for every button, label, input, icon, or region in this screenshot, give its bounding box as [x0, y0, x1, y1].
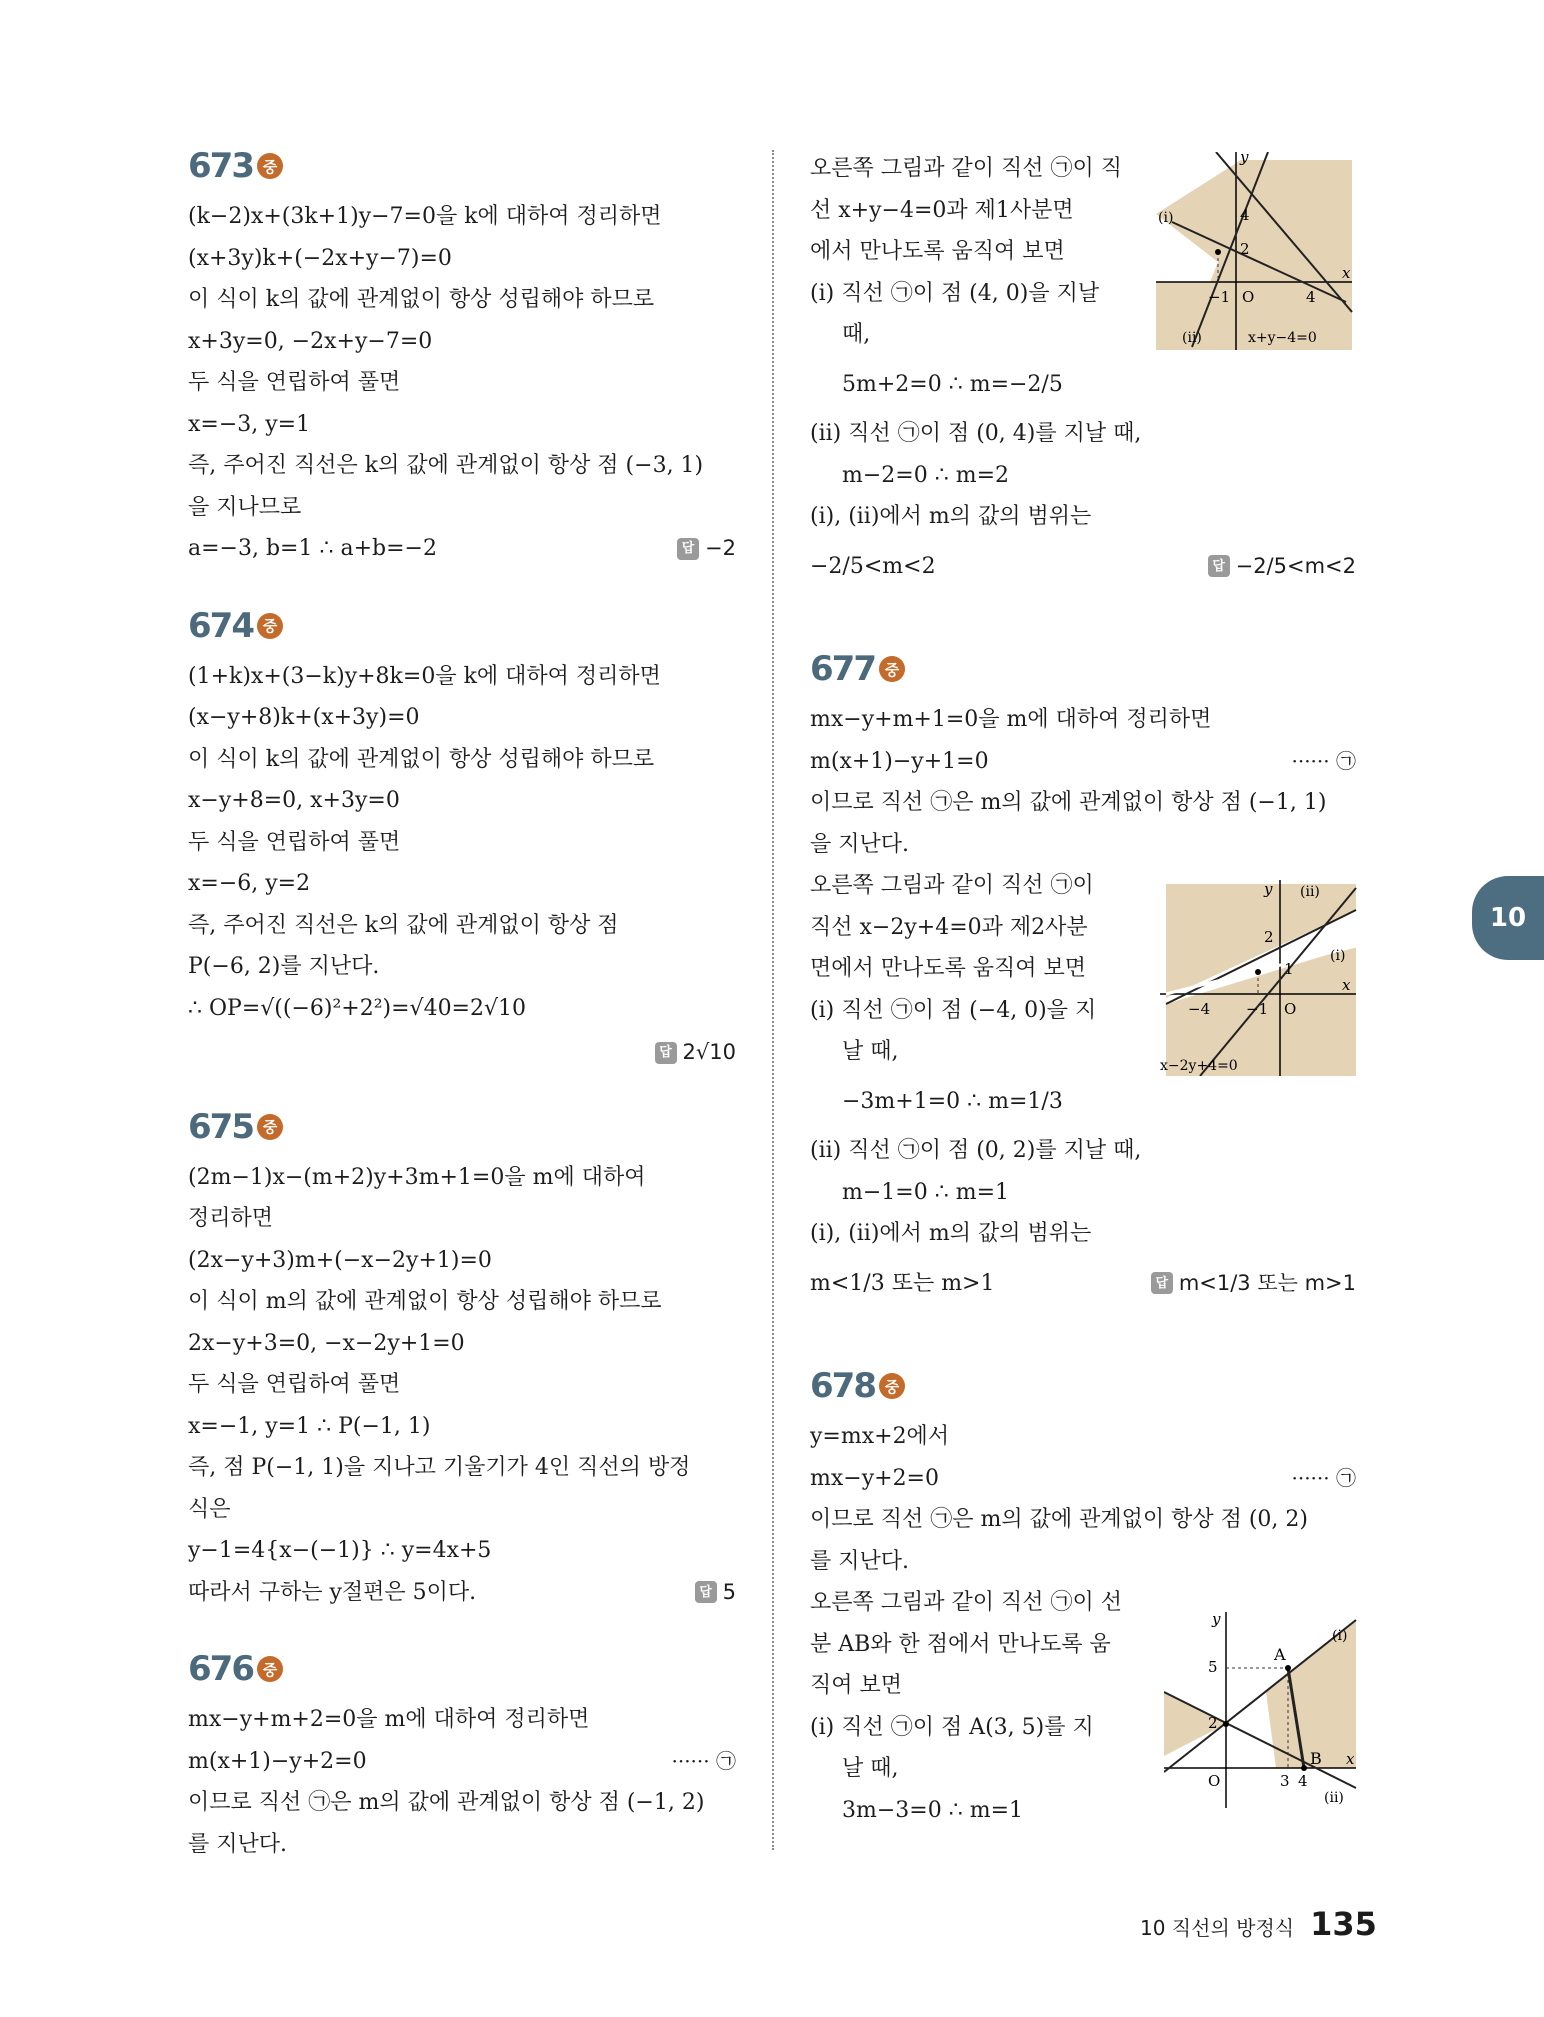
x-label: x	[1342, 264, 1351, 282]
tick-x-3: 3	[1280, 1772, 1290, 1790]
solution-line: 즉, 주어진 직선은 k의 값에 관계없이 항상 점	[188, 912, 619, 938]
answer-icon: 답	[655, 1042, 677, 1064]
answer-icon: 답	[695, 1581, 717, 1603]
label-A: A	[1274, 1645, 1286, 1664]
label-i: (ⅰ)	[1332, 1628, 1348, 1644]
point-0-2	[1223, 1721, 1229, 1727]
tick-y-2: 2	[1240, 240, 1250, 258]
solution-line: 직여 보면	[810, 1673, 903, 1698]
solution-line: 를 지난다.	[188, 1831, 287, 1857]
tick-x-4: 4	[1306, 288, 1316, 306]
tick-y-2: 2	[1264, 928, 1274, 946]
column-divider	[772, 150, 774, 1850]
page-footer	[1140, 1905, 1377, 1943]
solution-line: m<1/3 또는 m>1	[810, 1270, 995, 1296]
label-ii: (ⅱ)	[1182, 330, 1202, 346]
difficulty-badge: 중	[257, 1656, 283, 1682]
solution-line: (ⅰ) 직선 ㉠이 점 (4, 0)을 지날	[810, 280, 1100, 306]
answer-value: −2	[705, 536, 736, 560]
solution-line: 을 지나므로	[188, 494, 302, 520]
chapter-title: 10 직선의 방정식	[1140, 1916, 1295, 1940]
solution-line: mx−y+m+2=0을 m에 대하여 정리하면	[188, 1707, 590, 1732]
solution-line: 즉, 주어진 직선은 k의 값에 관계없이 항상 점 (−3, 1)	[188, 453, 704, 478]
problem-number: 675	[188, 1106, 253, 1147]
label-B: B	[1310, 1749, 1322, 1768]
solution-line: m(x+1)−y+1=0	[810, 748, 989, 774]
solution-line: 2x−y+3=0, −x−2y+1=0	[188, 1330, 465, 1356]
tick-y-4: 4	[1240, 206, 1250, 224]
solution-line: m(x+1)−y+2=0	[188, 1748, 367, 1774]
solution-line: 이 식이 m의 값에 관계없이 항상 성립해야 하므로	[188, 1289, 662, 1314]
problem-675	[188, 1101, 736, 1614]
solution-line: a=−3, b=1 ∴ a+b=−2	[188, 536, 437, 561]
problem-number: 676	[188, 1649, 253, 1689]
answer	[1151, 1263, 1356, 1305]
solution-line: (2x−y+3)m+(−x−2y+1)=0	[188, 1247, 492, 1273]
tick-x-minus1: −1	[1208, 288, 1231, 306]
solution-line: x=−1, y=1 ∴ P(−1, 1)	[188, 1413, 431, 1439]
solution-line: (ⅰ) 직선 ㉠이 점 (−4, 0)을 지	[810, 997, 1097, 1023]
solution-line: 3m−3=0 ∴ m=1	[842, 1797, 1023, 1823]
label-i: (ⅰ)	[1158, 210, 1174, 226]
tick-x-minus4: −4	[1188, 1000, 1211, 1018]
solution-line: 두 식을 연립하여 풀면	[188, 1372, 401, 1397]
solution-line: ∴ OP=√((−6)²+2²)=√40=2√10	[188, 995, 527, 1021]
reference-mark: ······ ㉠	[1291, 748, 1356, 773]
answer-value: 5	[722, 1579, 736, 1604]
answer-value: −2/5<m<2	[1235, 553, 1356, 578]
x-label: x	[1342, 976, 1351, 994]
solution-line: (ⅱ) 직선 ㉠이 점 (0, 2)를 지날 때,	[810, 1138, 1142, 1163]
solution-line: m−1=0 ∴ m=1	[842, 1179, 1009, 1205]
y-label: y	[1212, 1612, 1221, 1628]
solution-line: 이므로 직선 ㉠은 m의 값에 관계없이 항상 점 (0, 2)	[810, 1507, 1308, 1532]
solution-line: 즉, 점 P(−1, 1)을 지나고 기울기가 4인 직선의 방정	[188, 1455, 691, 1480]
problem-number: 677	[810, 649, 875, 689]
solution-line: x+3y=0, −2x+y−7=0	[188, 328, 433, 354]
x-label: x	[1346, 1750, 1355, 1768]
solution-line: 정리하면	[188, 1206, 274, 1231]
solution-line: −2/5<m<2	[810, 553, 936, 579]
solution-line: 이 식이 k의 값에 관계없이 항상 성립해야 하므로	[188, 746, 655, 772]
graph-678	[1164, 1612, 1360, 1812]
solution-line: 를 지난다.	[810, 1548, 909, 1574]
solution-line: 이므로 직선 ㉠은 m의 값에 관계없이 항상 점 (−1, 2)	[188, 1790, 705, 1815]
solution-line: m−2=0 ∴ m=2	[842, 462, 1009, 488]
difficulty-badge: 중	[257, 1114, 283, 1140]
point-B	[1301, 1765, 1307, 1771]
tick-x-4: 4	[1298, 1772, 1308, 1790]
difficulty-badge: 중	[879, 656, 905, 682]
label-ii: (ⅱ)	[1300, 884, 1320, 900]
answer-value: m<1/3 또는 m>1	[1178, 1270, 1356, 1295]
difficulty-badge: 중	[257, 613, 283, 639]
solution-line: x−y+8=0, x+3y=0	[188, 788, 400, 813]
tick-y-5: 5	[1208, 1658, 1218, 1676]
difficulty-badge: 중	[879, 1373, 905, 1399]
point-A	[1285, 1665, 1291, 1671]
problem-676	[188, 1643, 736, 1865]
solution-line: −3m+1=0 ∴ m=1/3	[842, 1088, 1063, 1114]
reference-mark: ······ ㉠	[1291, 1465, 1356, 1490]
solution-line: 선 x+y−4=0과 제1사분면	[810, 197, 1074, 223]
graph-676-svg	[1156, 152, 1356, 352]
graph-678-svg	[1164, 1612, 1360, 1812]
problem-number: 674	[188, 605, 253, 646]
answer-icon: 답	[1208, 555, 1230, 577]
label-i: (ⅰ)	[1330, 948, 1346, 964]
tick-y-2: 2	[1208, 1714, 1218, 1732]
solution-line: 이므로 직선 ㉠은 m의 값에 관계없이 항상 점 (−1, 1)	[810, 790, 1327, 815]
page-number: 135	[1310, 1905, 1377, 1943]
y-label: y	[1240, 152, 1249, 166]
problem-673	[188, 140, 736, 570]
tick-y-1: 1	[1284, 960, 1294, 978]
point-minus1-1	[1255, 969, 1261, 975]
answer-value: 2√10	[682, 1040, 736, 1064]
label-ii: (ⅱ)	[1324, 1790, 1344, 1806]
answer	[655, 1032, 736, 1074]
solution-line: (ⅰ) 직선 ㉠이 점 A(3, 5)를 지	[810, 1714, 1094, 1740]
origin-label: O	[1242, 288, 1255, 306]
solution-line: 두 식을 연립하여 풀면	[188, 829, 401, 855]
solution-line: 직선 x−2y+4=0과 제2사분	[810, 914, 1088, 940]
problem-number: 673	[188, 146, 253, 186]
solution-line: (x+3y)k+(−2x+y−7)=0	[188, 245, 452, 271]
solution-line: (ⅱ) 직선 ㉠이 점 (0, 4)를 지날 때,	[810, 421, 1142, 446]
solution-line: (1+k)x+(3−k)y+8k=0을 k에 대하여 정리하면	[188, 663, 661, 689]
solution-line: (x−y+8)k+(x+3y)=0	[188, 705, 420, 730]
answer-icon: 답	[677, 538, 699, 560]
answer-icon: 답	[1151, 1272, 1173, 1294]
solution-line: 오른쪽 그림과 같이 직선 ㉠이 직	[810, 156, 1122, 181]
solution-line: 면에서 만나도록 움직여 보면	[810, 956, 1087, 981]
solution-line: mx−y+m+1=0을 m에 대하여 정리하면	[810, 707, 1212, 732]
solution-line: 을 지난다.	[810, 831, 909, 857]
solution-line: 식은	[188, 1496, 231, 1522]
answer	[677, 528, 736, 570]
graph-677	[1160, 880, 1360, 1076]
solution-line: (k−2)x+(3k+1)y−7=0을 k에 대하여 정리하면	[188, 204, 662, 229]
problem-674	[188, 600, 736, 1071]
solution-line: y=mx+2에서	[810, 1424, 950, 1449]
origin-label: O	[1284, 1000, 1297, 1018]
solution-line: mx−y+2=0	[810, 1465, 939, 1491]
line-equation-label: x+y−4=0	[1248, 330, 1317, 346]
solution-line: 분 AB와 한 점에서 만나도록 움	[810, 1631, 1111, 1657]
solution-line: (ⅰ), (ⅱ)에서 m의 값의 범위는	[810, 1221, 1092, 1246]
left-column	[188, 140, 736, 1865]
solution-line: 날 때,	[842, 1039, 899, 1064]
problem-number: 678	[810, 1366, 875, 1406]
solution-line: x=−3, y=1	[188, 411, 311, 437]
reference-mark: ······ ㉠	[671, 1748, 736, 1773]
solution-line: 에서 만나도록 움직여 보면	[810, 239, 1065, 264]
solution-line: y−1=4{x−(−1)} ∴ y=4x+5	[188, 1538, 492, 1563]
solution-line: P(−6, 2)를 지난다.	[188, 954, 380, 979]
solution-line: 때,	[842, 322, 871, 347]
solution-line: x=−6, y=2	[188, 871, 311, 896]
solution-line: 오른쪽 그림과 같이 직선 ㉠이 선	[810, 1590, 1122, 1615]
solution-line: (ⅰ), (ⅱ)에서 m의 값의 범위는	[810, 504, 1092, 529]
point-minus1-2	[1215, 249, 1221, 255]
answer	[695, 1572, 736, 1614]
graph-676	[1156, 152, 1356, 352]
solution-line: 두 식을 연립하여 풀면	[188, 370, 401, 395]
solution-line: (2m−1)x−(m+2)y+3m+1=0을 m에 대하여	[188, 1164, 646, 1190]
solution-line: 이 식이 k의 값에 관계없이 항상 성립해야 하므로	[188, 287, 655, 312]
difficulty-badge: 중	[257, 153, 283, 179]
solution-line: 따라서 구하는 y절편은 5이다.	[188, 1579, 477, 1605]
origin-label: O	[1208, 1772, 1221, 1790]
answer	[1208, 546, 1356, 588]
shaded-region	[1166, 884, 1356, 1076]
chapter-side-tab: 10	[1472, 876, 1544, 960]
line-equation-label: x−2y+4=0	[1160, 1058, 1238, 1074]
solution-line: 오른쪽 그림과 같이 직선 ㉠이	[810, 873, 1094, 898]
solution-line: 날 때,	[842, 1756, 899, 1781]
graph-677-svg	[1160, 880, 1360, 1076]
tick-x-minus1: −1	[1246, 1000, 1269, 1018]
y-label: y	[1264, 880, 1273, 898]
solution-line: 5m+2=0 ∴ m=−2/5	[842, 371, 1063, 397]
